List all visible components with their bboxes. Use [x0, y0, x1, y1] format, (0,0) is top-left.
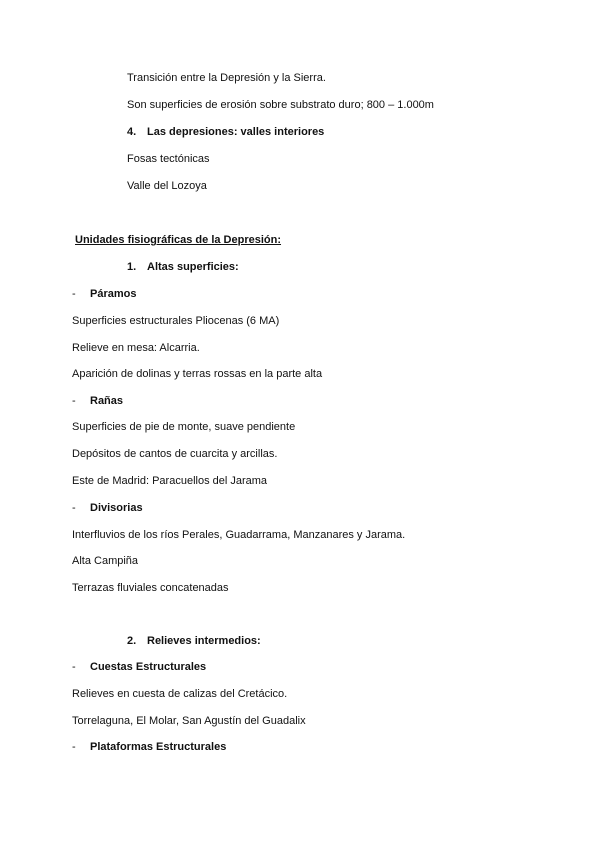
body-text-line: Alta Campiña — [72, 555, 139, 567]
section-number: 4. — [127, 126, 137, 138]
body-text-line: Relieves en cuesta de calizas del Cretácico. — [72, 688, 288, 700]
subsection-heading — [72, 741, 226, 754]
subsection-title: Divisorias — [90, 502, 143, 514]
section-title: Altas superficies: — [147, 261, 239, 273]
section-2-heading — [127, 635, 261, 648]
main-heading: Unidades fisiográficas de la Depresión: — [75, 234, 282, 246]
section-title: Las depresiones: valles interiores — [147, 126, 325, 138]
body-text-line: Torrelaguna, El Molar, San Agustín del Guadalix — [72, 715, 306, 727]
body-text-line: Superficies estructurales Pliocenas (6 MA) — [72, 315, 280, 327]
body-text-line: Fosas tectónicas — [127, 153, 210, 165]
subsection-heading — [72, 502, 143, 515]
body-text-line: Depósitos de cantos de cuarcita y arcillas. — [72, 448, 278, 460]
section-number: 1. — [127, 261, 137, 273]
body-text-line: Interfluvios de los ríos Perales, Guadarrama, Manzanares y Jarama. — [72, 529, 406, 541]
body-text-line: Transición entre la Depresión y la Sierra. — [127, 72, 326, 84]
subsection-title: Plataformas Estructurales — [90, 741, 227, 753]
bullet: - — [72, 741, 76, 753]
body-text-line: Valle del Lozoya — [127, 180, 207, 192]
subsection-title: Rañas — [90, 395, 124, 407]
subsection-heading — [72, 395, 123, 408]
body-text-line: Terrazas fluviales concatenadas — [72, 582, 229, 594]
body-text-line: Superficies de pie de monte, suave pendiente — [72, 421, 296, 433]
bullet: - — [72, 288, 76, 300]
body-text-line: Relieve en mesa: Alcarria. — [72, 342, 200, 354]
subsection-title: Cuestas Estructurales — [90, 661, 207, 673]
section-number: 2. — [127, 635, 137, 647]
section-1-heading — [127, 261, 239, 274]
body-text-line: Aparición de dolinas y terras rossas en la parte alta — [72, 368, 323, 380]
bullet: - — [72, 661, 76, 673]
subsection-heading — [72, 288, 136, 301]
bullet: - — [72, 502, 76, 514]
section-4-heading — [127, 126, 324, 139]
body-text-line: Son superficies de erosión sobre substrato duro; 800 – 1.000m — [127, 99, 434, 111]
subsection-title: Páramos — [90, 288, 137, 300]
body-text-line: Este de Madrid: Paracuellos del Jarama — [72, 475, 268, 487]
section-title: Relieves intermedios: — [147, 635, 261, 647]
subsection-heading — [72, 661, 206, 674]
bullet: - — [72, 395, 76, 407]
